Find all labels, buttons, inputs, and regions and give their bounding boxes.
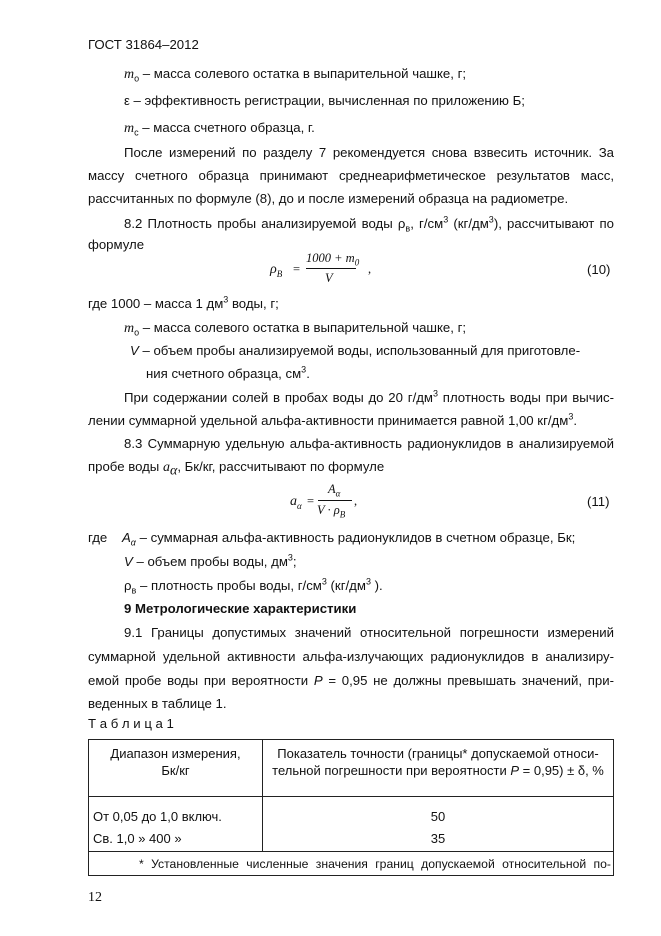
table-row	[89, 797, 614, 826]
table-footnote: * Установленные численные значения границ допускаемой относительной по-	[89, 852, 614, 876]
table-footnote-row	[89, 852, 614, 876]
document-header: ГОСТ 31864–2012	[88, 37, 199, 52]
p4-line1: 8.3 Суммарную удельную альфа-активность радионуклидов в анализируемой	[124, 436, 614, 451]
def2-v: V – объем пробы анализируемой воды, использованный для приготовле-	[130, 343, 581, 358]
def-eps: ε – эффективность регистрации, вычисленная по приложению Б;	[124, 93, 525, 108]
cell-range: От 0,05 до 1,0 включ.	[89, 797, 263, 826]
p5-line1: 9.1 Границы допустимых значений относительной погрешности измерений	[124, 625, 614, 640]
table-header-row	[89, 740, 614, 797]
p1-line2: массу счетного образца принимают среднеарифметическое результатов масс,	[88, 168, 614, 183]
def3-v: V – объем пробы воды, $дм^3$;	[124, 552, 297, 569]
formula-11-label: (11)	[587, 494, 610, 509]
def3-where: где	[88, 530, 108, 545]
def2-v-cont: ния счетного образца, $см^3$.	[146, 364, 310, 381]
table-1	[88, 739, 614, 876]
header-accuracy: Показатель точности (границы* допускаемой относи- тельной погрешности при вероятности P = 0,95) ± δ, %	[263, 740, 614, 797]
p1-line3: рассчитанных по формуле (8), до и после измерений образца на радиометре.	[88, 191, 569, 206]
p2-line2: формуле	[88, 237, 145, 252]
p4-line2: пробе воды $a_\alpha$, Бк/кг, рассчитывают по формуле	[88, 459, 385, 479]
cell-range: Св. 1,0 » 400 »	[89, 826, 263, 852]
section-heading: 9 Метрологические характеристики	[124, 601, 357, 616]
def3-a: $A_\alpha$ – суммарная альфа-активность радионуклидов в счетном образце, Бк;	[122, 530, 576, 548]
def-mc: $m_c$ – масса счетного образца, г.	[124, 120, 315, 138]
table-caption: Т а б л и ц а 1	[88, 716, 174, 731]
formula-10-label: (10)	[587, 262, 611, 277]
p3-line1: При содержании солей в пробах воды до 20 $г/дм^3$ плотность воды при вычис-	[124, 388, 614, 405]
header-range: Диапазон измерения, Бк/кг	[89, 740, 263, 797]
p1-line1: После измерений по разделу 7 рекомендуется снова взвесить источник. За	[124, 145, 614, 160]
p5-line2: суммарной удельной активности альфа-излучающих радионуклидов в анализиру-	[88, 649, 614, 664]
p2-line1: 8.2 Плотность пробы анализируемой воды $\rho_в$, $г/см^3$ $(кг/дм^3)$, рассчитывают по	[124, 214, 615, 234]
p5-line3: емой пробе воды при вероятности P = 0,95 не должны превышать значений, при-	[88, 673, 614, 688]
def2-where: где 1000 – масса 1 $дм^3$ воды, г;	[88, 294, 279, 311]
def3-rho: $\rho_в$ – плотность пробы воды, $г/см^3$ ($кг/дм^3$ ).	[124, 576, 383, 596]
cell-value: 50	[263, 797, 614, 826]
def-m0: $m_о$ – масса солевого остатка в выпарительной чашке, г;	[124, 66, 467, 84]
def2-m0: $m_о$ – масса солевого остатка в выпарительной чашке, г;	[124, 320, 467, 338]
p3-line2: лении суммарной удельной альфа-активности принимается равной 1,00 $кг/дм^3$.	[88, 411, 577, 428]
cell-value: 35	[263, 826, 614, 852]
table-row	[89, 826, 614, 852]
p5-line4: веденных в таблице 1.	[88, 696, 227, 711]
page-number: 12	[88, 890, 102, 905]
